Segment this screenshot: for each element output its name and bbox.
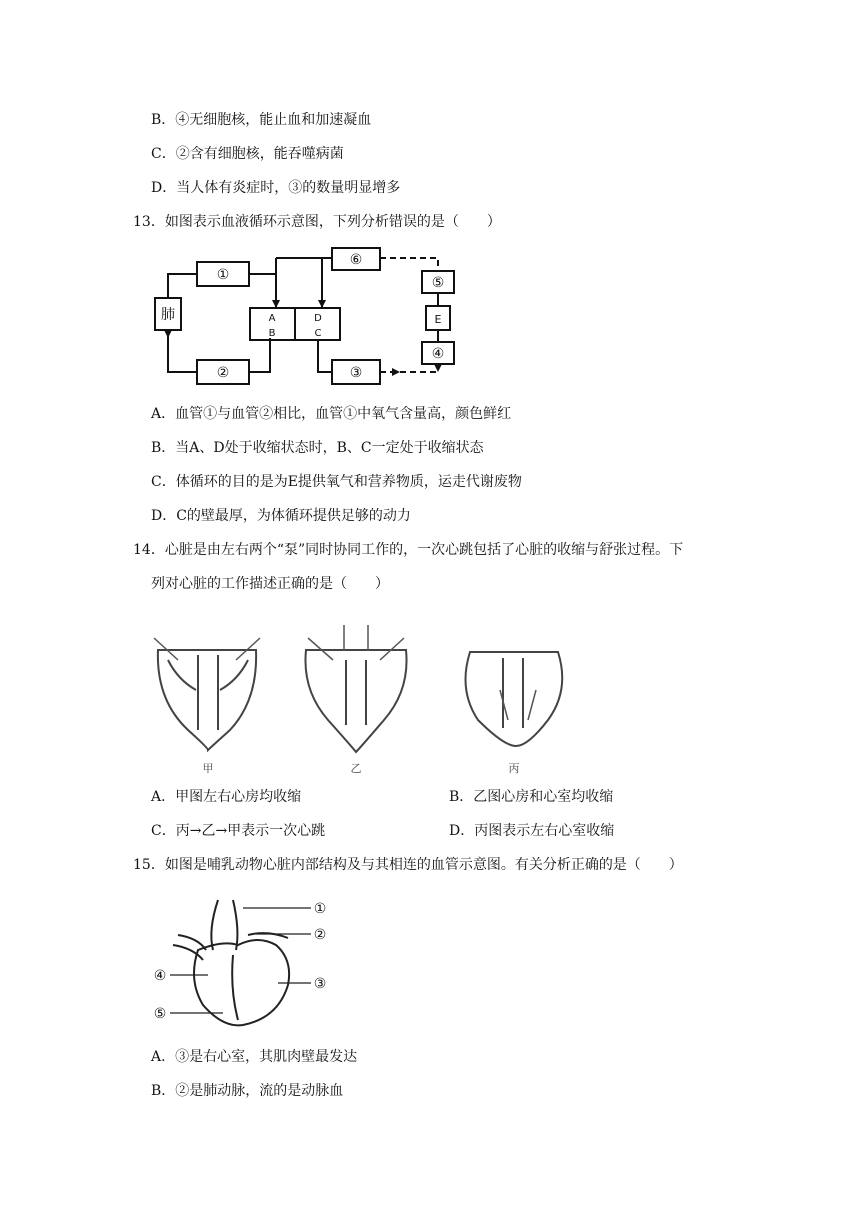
q15-option-a: A．③是右心室，其肌肉壁最发达 bbox=[151, 1049, 358, 1065]
q13-option-c: C．体循环的目的是为E提供氧气和营养物质，运走代谢废物 bbox=[151, 474, 522, 490]
q14-stem-line1: 14．心脏是由左右两个“泵”同时协同工作的，一次心跳包括了心脏的收缩与舒张过程。下 bbox=[133, 542, 684, 558]
caption-yi: 乙 bbox=[350, 762, 362, 775]
label-1: ① bbox=[313, 901, 327, 917]
q13-option-a: A．血管①与血管②相比，血管①中氧气含量高，颜色鲜红 bbox=[151, 406, 512, 422]
q14-option-d: D．丙图表示左右心室收缩 bbox=[449, 823, 615, 839]
heart-yi bbox=[305, 650, 406, 752]
label-1: ① bbox=[216, 267, 230, 283]
lung-label: 肺 bbox=[161, 307, 175, 323]
chamber-b: B bbox=[268, 328, 276, 339]
q15-option-b: B．②是肺动脉，流的是动脉血 bbox=[151, 1083, 344, 1099]
heart-bing bbox=[466, 652, 563, 746]
chamber-d: D bbox=[314, 313, 322, 324]
label-4: ④ bbox=[153, 968, 167, 984]
caption-jia: 甲 bbox=[202, 762, 214, 775]
q13-stem: 13．如图表示血液循环示意图，下列分析错误的是（ ） bbox=[133, 214, 501, 230]
q15-stem: 15．如图是哺乳动物心脏内部结构及与其相连的血管示意图。有关分析正确的是（ ） bbox=[133, 857, 683, 873]
caption-bing: 丙 bbox=[508, 762, 520, 775]
label-5: ⑤ bbox=[153, 1006, 167, 1022]
circulation-diagram bbox=[150, 246, 460, 386]
q14-option-b: B．乙图心房和心室均收缩 bbox=[449, 789, 614, 805]
mammal-heart-diagram bbox=[148, 890, 338, 1035]
label-3: ③ bbox=[313, 976, 327, 992]
label-2: ② bbox=[216, 365, 230, 381]
q14-option-a: A．甲图左右心房均收缩 bbox=[151, 789, 302, 805]
chamber-a: A bbox=[268, 313, 276, 324]
label-4: ④ bbox=[431, 346, 445, 362]
q12-option-b: B．④无细胞核，能止血和加速凝血 bbox=[151, 112, 372, 128]
label-3: ③ bbox=[349, 365, 363, 381]
label-5: ⑤ bbox=[431, 275, 445, 291]
q12-option-c: C．②含有细胞核，能吞噬病菌 bbox=[151, 146, 344, 162]
q14-option-c: C．丙→乙→甲表示一次心跳 bbox=[151, 823, 326, 839]
q13-option-b: B．当A、D处于收缩状态时，B、C一定处于收缩状态 bbox=[151, 440, 484, 456]
heart-stages-figure bbox=[148, 620, 588, 780]
label-2: ② bbox=[313, 927, 327, 943]
label-6: ⑥ bbox=[349, 252, 363, 268]
label-e: E bbox=[434, 313, 442, 326]
q13-option-d: D．C的壁最厚，为体循环提供足够的动力 bbox=[151, 508, 411, 524]
heart-jia bbox=[158, 650, 256, 750]
chamber-c: C bbox=[314, 328, 322, 339]
q12-option-d: D．当人体有炎症时，③的数量明显增多 bbox=[151, 180, 401, 196]
q14-stem-line2: 列对心脏的工作描述正确的是（ ） bbox=[151, 576, 389, 592]
